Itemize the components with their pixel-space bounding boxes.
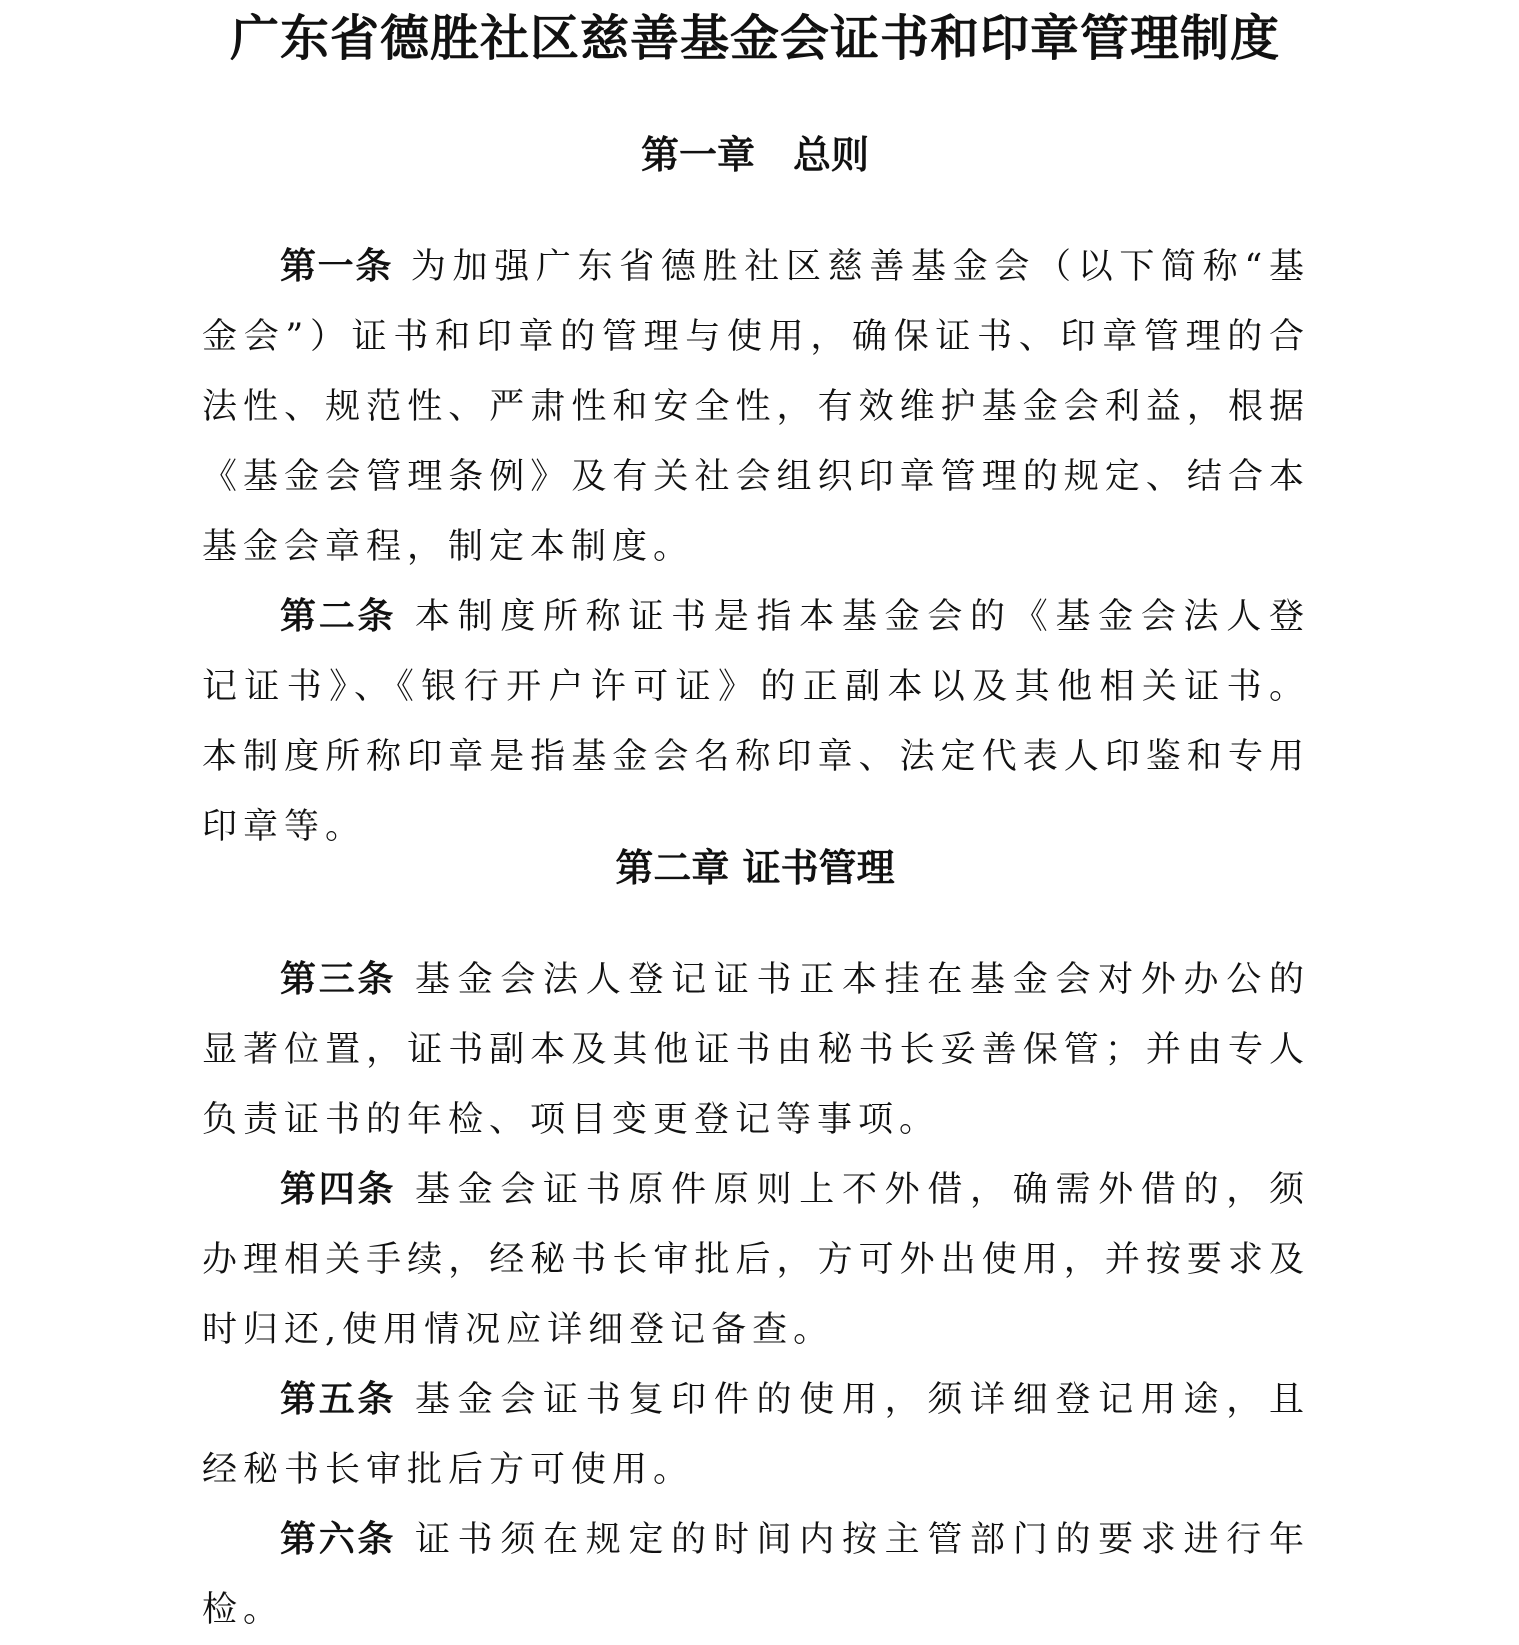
chapter-heading: 第一章 总则 — [640, 133, 869, 177]
article-label: 第四条 — [280, 1169, 397, 1210]
article-label: 第六条 — [280, 1519, 397, 1560]
article-label: 第三条 — [280, 959, 397, 1000]
article-text: 证书须在规定的时间内按主管部门的要求进行年检。 — [202, 1520, 1310, 1630]
article-text: 基金会法人登记证书正本挂在基金会对外办公的显著位置，证书副本及其他证书由秘书长妥善保管；并由专人负责证书的年检、项目变更登记等事项。 — [202, 960, 1310, 1140]
article-paragraph — [202, 1505, 1310, 1645]
article-paragraph — [202, 232, 1310, 582]
article-text: 本制度所称证书是指本基金会的《基金会法人登记证书》、《银行开户许可证》的正副本以及其他相关证书。本制度所称印章是指基金会名称印章、法定代表人印鉴和专用印章等。 — [202, 597, 1310, 847]
article-paragraph — [202, 1365, 1310, 1505]
article-text: 基金会证书复印件的使用，须详细登记用途，且经秘书长审批后方可使用。 — [202, 1380, 1310, 1490]
chapter-heading: 第二章 证书管理 — [615, 846, 895, 890]
article-label: 第五条 — [280, 1379, 397, 1420]
article-paragraph — [202, 1155, 1310, 1365]
article-paragraph — [202, 582, 1310, 862]
article-label: 第一条 — [280, 246, 394, 287]
document-title: 广东省德胜社区慈善基金会证书和印章管理制度 — [229, 10, 1280, 67]
article-text: 为加强广东省德胜社区慈善基金会（以下简称“基金会”）证书和印章的管理与使用，确保证书、印章管理的合法性、规范性、严肃性和安全性，有效维护基金会利益，根据《基金会管理条例》及有关社会组织印章管理的规定、结合本基金会章程，制定本制度。 — [202, 247, 1310, 567]
article-paragraph — [202, 945, 1310, 1155]
article-text: 基金会证书原件原则上不外借，确需外借的，须办理相关手续，经秘书长审批后，方可外出使用，并按要求及时归还,使用情况应详细登记备查。 — [202, 1170, 1310, 1350]
article-label: 第二条 — [280, 596, 397, 637]
